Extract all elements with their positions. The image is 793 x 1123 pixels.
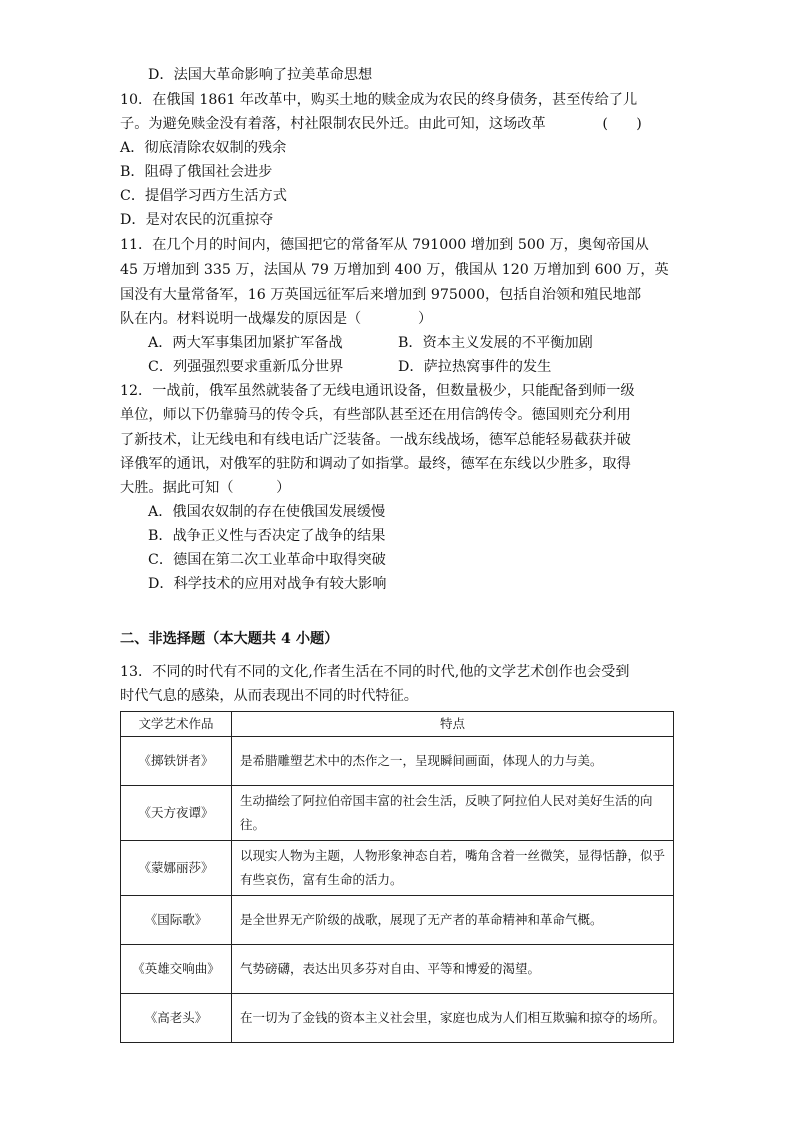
table-cell-feature: 以现实人物为主题，人物形象神态自若，嘴角含着一丝微笑，显得恬静，似乎有些哀伤，富有生命的活力。 [232,841,674,896]
q11-stem-line3: 国没有大量常备军，16 万英国远征军后来增加到 975000，包括自治领和殖民地部 [120,287,642,303]
q11-stem-line1: 11．在几个月的时间内，德国把它的常备军从 791000 增加到 500 万，奥匈帝国从 [120,237,649,253]
table-row [121,737,674,786]
q10-option-d: D．是对农民的沉重掠夺 [120,212,274,228]
table-cell-work: 《蒙娜丽莎》 [121,841,232,896]
table-cell-work: 《国际歌》 [121,896,232,945]
q11-option-d: D．萨拉热窝事件的发生 [398,359,552,375]
q12-stem-line3: 了新技术，让无线电和有线电话广泛装备。一战东线战场，德军总能轻易截获并破 [120,432,631,448]
q9-option-d: D．法国大革命影响了拉美革命思想 [148,67,373,83]
q12-option-c: C．德国在第二次工业革命中取得突破 [148,552,386,568]
works-table [120,711,674,1043]
table-row [121,786,674,841]
table-row [121,994,674,1043]
q10-option-b: B．阻碍了俄国社会进步 [120,164,273,180]
table-header-feature: 特点 [232,712,674,737]
q11-stem-line2: 45 万增加到 335 万，法国从 79 万增加到 400 万，俄国从 120 万增加到 600 万，英 [120,262,669,278]
table-row [121,896,674,945]
q11-option-a: A．两大军事集团加紧扩军备战 [148,335,343,351]
q12-option-a: A．俄国农奴制的存在使俄国发展缓慢 [148,504,386,520]
table-cell-work: 《英雄交响曲》 [121,945,232,994]
q10-option-a: A．彻底清除农奴制的残余 [120,140,287,156]
table-cell-feature: 在一切为了金钱的资本主义社会里，家庭也成为人们相互欺骗和掠夺的场所。 [232,994,674,1043]
table-cell-work: 《天方夜谭》 [121,786,232,841]
q12-stem-line2: 单位，师以下仍靠骑马的传令兵，有些部队甚至还在用信鸽传令。德国则充分利用 [120,407,631,423]
section-heading: 二、非选择题（本大题共 4 小题） [120,631,339,647]
q13-stem-line2: 时代气息的感染，从而表现出不同的时代特征。 [120,688,418,704]
q10-stem-line2: 子。为避免赎金没有着落，村社限制农民外迁。由此可知，这场改革 ( ) [120,116,642,132]
q12-stem-line5: 大胜。据此可知（ ） [120,480,291,496]
q11-option-b: B．资本主义发展的不平衡加剧 [398,335,593,351]
q13-stem-line1: 13．不同的时代有不同的文化,作者生活在不同的时代,他的文学艺术创作也会受到 [120,664,630,680]
table-cell-feature: 气势磅礴，表达出贝多芬对自由、平等和博爱的渴望。 [232,945,674,994]
q12-stem-line1: 12．一战前，俄军虽然就装备了无线电通讯设备，但数量极少，只能配备到师一级 [120,383,635,399]
q11-option-c: C．列强强烈要求重新瓜分世界 [148,359,344,375]
q12-option-b: B．战争正义性与否决定了战争的结果 [148,528,386,544]
table-header-work: 文学艺术作品 [121,712,232,737]
q12-stem-line4: 译俄军的通讯，对俄军的驻防和调动了如指掌。最终，德军在东线以少胜多，取得 [120,456,631,472]
table-cell-work: 《掷铁饼者》 [121,737,232,786]
q10-option-c: C．提倡学习西方生活方式 [120,188,287,204]
table-cell-feature: 是希腊雕塑艺术中的杰作之一，呈现瞬间画面，体现人的力与美。 [232,737,674,786]
table-cell-feature: 是全世界无产阶级的战歌，展现了无产者的革命精神和革命气概。 [232,896,674,945]
q12-option-d: D．科学技术的应用对战争有较大影响 [148,576,387,592]
table-cell-feature: 生动描绘了阿拉伯帝国丰富的社会生活，反映了阿拉伯人民对美好生活的向往。 [232,786,674,841]
table-cell-work: 《高老头》 [121,994,232,1043]
q10-stem-line1: 10．在俄国 1861 年改革中，购买土地的赎金成为农民的终身债务，甚至传给了儿 [120,92,638,108]
table-row [121,841,674,896]
q11-stem-line4: 队在内。材料说明一战爆发的原因是（ ） [120,311,433,327]
table-row [121,945,674,994]
table-header-row [121,712,674,737]
